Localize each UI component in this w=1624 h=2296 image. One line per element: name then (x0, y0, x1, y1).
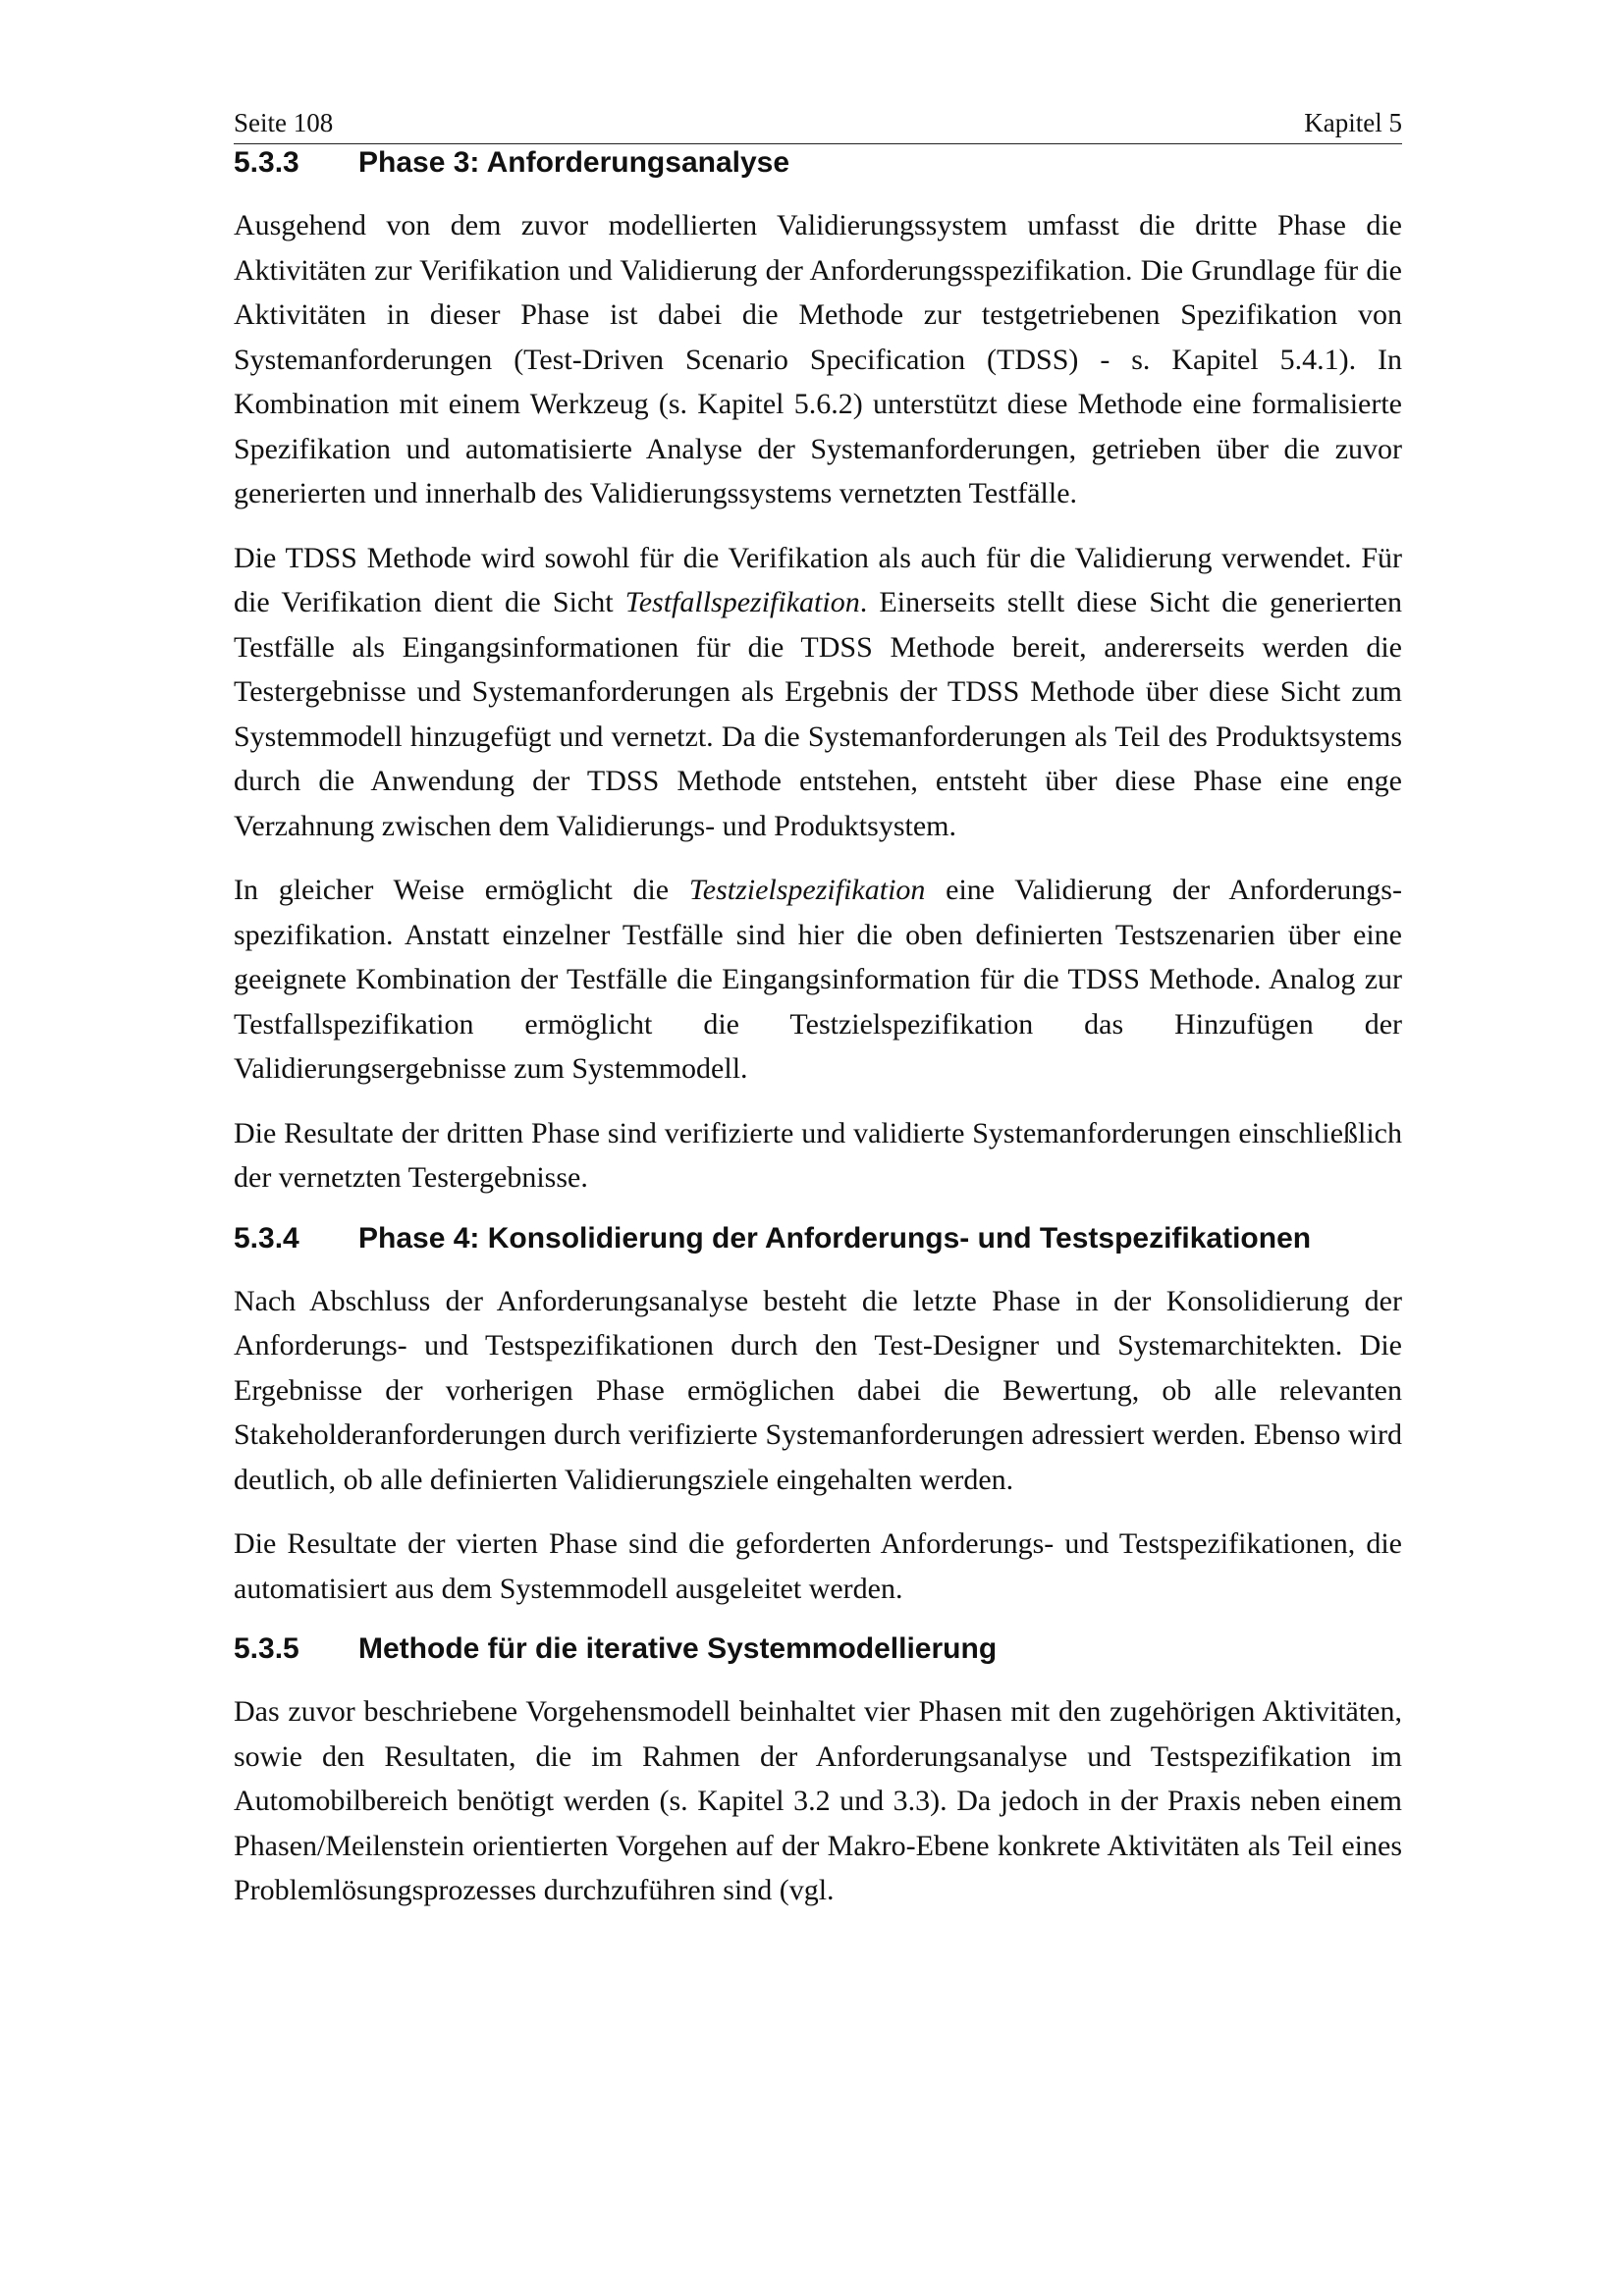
document-page (234, 106, 1402, 1933)
section-title: Methode für die iterative Systemmodellierung (358, 1632, 998, 1665)
running-header (234, 106, 1402, 144)
section-number: 5.3.3 (234, 146, 299, 179)
paragraph-text: eine Validierung der Anforderungsspezifikation. Anstatt einzelner Testfälle sind hier die oben definierten Testszenarien über eine geeignete Kombination der Testfälle die Eingangsinformation für die TDSS Methode. Analog zur Testfallspezifikation ermöglicht die Testzielspezifikation das Hinzufügen der Validierungsergebnisse zum Systemmodell. (234, 874, 1402, 1085)
emphasis-term: Testfallspezifikation (624, 586, 860, 618)
emphasis-term: Testzielspezifikation (688, 874, 926, 906)
section-number: 5.3.5 (234, 1632, 299, 1665)
section-heading-5-3-5 (234, 1630, 1402, 1668)
paragraph (234, 536, 1402, 849)
header-page-number: Seite 108 (234, 108, 334, 137)
section-title: Phase 3: Anforderungsanalyse (358, 146, 790, 179)
paragraph: Die Resultate der vierten Phase sind die geforderten Anforderungs- und Testspezifikationen, die automatisiert aus dem Systemmodell ausgeleitet werden. (234, 1527, 1402, 1605)
section-heading-5-3-3 (234, 144, 1402, 182)
paragraph-text: In gleicher Weise ermöglicht die (234, 874, 689, 906)
paragraph: Die Resultate der dritten Phase sind verifizierte und validierte Systemanforderungen einschließlich der vernetzten Testergebnisse. (234, 1116, 1402, 1194)
paragraph: Nach Abschluss der Anforderungsanalyse besteht die letzte Phase in der Konsolidierung der Anforderungs- und Testspezifikationen durch den Test-Designer und Systemarchitekten. Die Ergebnisse der vorherigen Phase ermöglichen dabei die Bewertung, ob alle relevanten Stakeholderanforderungen durch verifizierte Systemanforderungen adressiert werden. Ebenso wird deutlich, ob alle definierten Validierungsziele eingehalten werden. (234, 1284, 1402, 1496)
section-title: Phase 4: Konsolidierung der Anforderungs- und Testspezifikationen (358, 1221, 1312, 1255)
paragraph-text: . Einerseits stellt diese Sicht die generierten Testfälle als Eingangsinformationen für die TDSS Methode bereit, andererseits werden die Testergebnisse und Systemanforderungen als Ergebnis der TDSS Methode über diese Sicht zum Systemmodell hinzugefügt und vernetzt. Da die Systemanforderungen als Teil des Produktsystems durch die Anwendung der TDSS Methode entstehen, entsteht über diese Phase eine enge Verzahnung zwischen dem Validierungs- und Produktsystem. (234, 586, 1402, 842)
paragraph (234, 868, 1402, 1092)
paragraph: Ausgehend von dem zuvor modellierten Validierungssystem umfasst die dritte Phase die Aktivitäten zur Verifikation und Validierung der Anforderungsspezifikation. Die Grundlage für die Aktivitäten in dieser Phase ist dabei die Methode zur testgetriebenen Spezifikation von Systemanforderungen (Test-Driven Scenario Specification (TDSS) - s. Kapitel 5.4.1). In Kombination mit einem Werkzeug (s. Kapitel 5.6.2) unterstützt diese Methode eine formalisierte Spezifikation und automatisierte Analyse der Systemanforderungen, getrieben über die zuvor generierten und innerhalb des Validierungssystems vernetzten Testfälle. (234, 209, 1402, 509)
paragraph: Das zuvor beschriebene Vorgehensmodell beinhaltet vier Phasen mit den zugehörigen Aktivitäten, sowie den Resultaten, die im Rahmen der Anforderungsanalyse und Testspezifikation im Automobilbereich benötigt werden (s. Kapitel 3.2 und 3.3). Da jedoch in der Praxis neben einem Phasen/Meilenstein orientierten Vorgehen auf der Makro-Ebene konkrete Aktivitäten als Teil eines Problemlösungsprozesses durchzuführen sind (vgl. (234, 1695, 1402, 1906)
header-chapter: Kapitel 5 (1304, 108, 1402, 137)
section-number: 5.3.4 (234, 1221, 299, 1255)
section-heading-5-3-4 (234, 1220, 1402, 1257)
paragraph-text: Die TDSS Methode wird sowohl für die Verifikation als auch für die Validierung verwendet. Für die Verifikation dient die Sicht (234, 541, 1402, 618)
